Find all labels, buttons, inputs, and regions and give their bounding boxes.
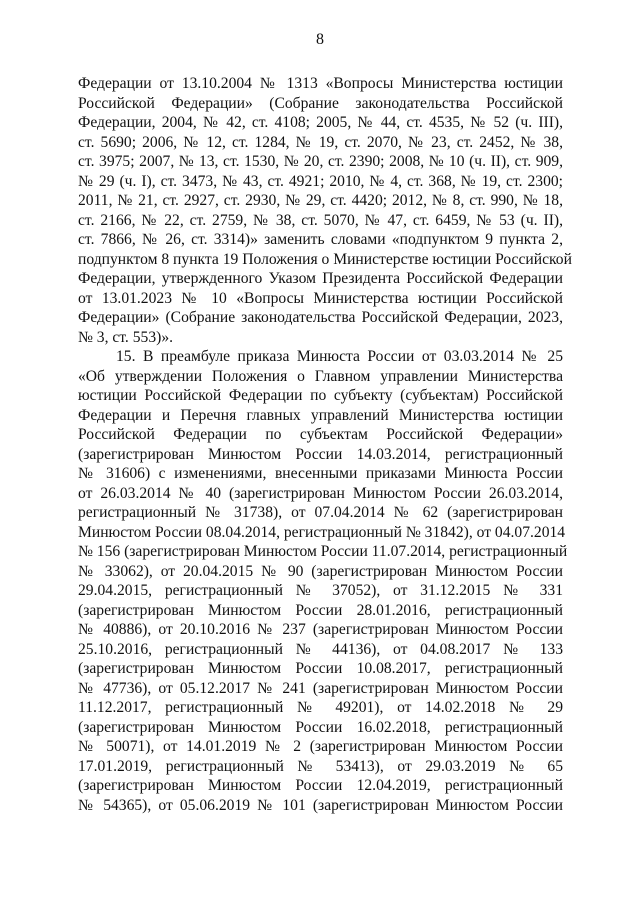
text-line: 15. В преамбуле приказа Минюста России от 03.03.2014 № 25 <box>116 348 563 366</box>
text-line: Минюстом России 08.04.2014, регистрационный № 31842), от 04.07.2014 <box>78 523 566 541</box>
text-line: ст. 7866, № 26, ст. 3314)» заменить словами «подпунктом 9 пункта 2, <box>78 231 563 248</box>
text-line: № 50071), от 14.01.2019 № 2 (зарегистрирован Минюстом России <box>78 738 563 756</box>
text-line: (зарегистрирован Минюстом России 16.02.2018, регистрационный <box>78 718 563 736</box>
text-line: № 156 (зарегистрирован Минюстом России 11.07.2014, регистрационный <box>78 543 568 561</box>
text-line: № 3, ст. 553)». <box>78 328 174 346</box>
text-line: ст. 5690; 2006, № 12, ст. 1284, № 19, ст. 2070, № 23, ст. 2452, № 38, <box>78 133 563 151</box>
text-line: 11.12.2017, регистрационный № 49201), от 14.02.2018 № 29 <box>78 699 563 717</box>
text-line: юстиции Российской Федерации по субъекту (субъектам) Российской <box>78 387 563 405</box>
text-line: (зарегистрирован Минюстом России 10.08.2017, регистрационный <box>78 660 563 678</box>
text-line: подпунктом 8 пункта 19 Положения о Министерстве юстиции Российской <box>78 250 572 268</box>
text-line: Федерации и Перечня главных управлений Министерства юстиции <box>78 406 563 424</box>
text-line: № 29 (ч. I), ст. 3473, № 43, ст. 4921; 2010, № 4, ст. 368, № 19, ст. 2300; <box>78 172 563 190</box>
paragraph-15 <box>78 347 568 815</box>
text-line: № 33062), от 20.04.2015 № 90 (зарегистрирован Минюстом России <box>78 562 563 580</box>
text-line: «Об утверждении Положения о Главном управлении Министерства <box>78 367 563 385</box>
text-line: 29.04.2015, регистрационный № 37052), от 31.12.2015 № 331 <box>78 582 563 600</box>
text-line: от 13.01.2023 № 10 «Вопросы Министерства юстиции Российской <box>78 289 563 307</box>
text-line: Федерации от 13.10.2004 № 1313 «Вопросы Министерства юстиции <box>78 75 563 92</box>
text-line: 17.01.2019, регистрационный № 53413), от 29.03.2019 № 65 <box>78 757 563 775</box>
text-line: (зарегистрирован Минюстом России 28.01.2016, регистрационный <box>78 601 563 619</box>
text-line: № 40886), от 20.10.2016 № 237 (зарегистрирован Минюстом России <box>78 621 563 639</box>
text-line: (зарегистрирован Минюстом России 14.03.2014, регистрационный <box>78 445 563 463</box>
text-line: Федерации, 2004, № 42, ст. 4108; 2005, № 44, ст. 4535, № 52 (ч. III), <box>78 114 563 131</box>
text-line: Федерации, утвержденного Указом Президента Российской Федерации <box>78 270 563 287</box>
paragraph-14-continuation <box>78 74 572 347</box>
text-line: № 54365), от 05.06.2019 № 101 (зарегистрирован Минюстом России <box>78 796 563 814</box>
text-line: ст. 2166, № 22, ст. 2759, № 38, ст. 5070, № 47, ст. 6459, № 53 (ч. II), <box>78 211 563 229</box>
text-line: ст. 3975; 2007, № 13, ст. 1530, № 20, ст. 2390; 2008, № 10 (ч. II), ст. 909, <box>78 153 563 170</box>
text-line: № 47736), от 05.12.2017 № 241 (зарегистрирован Минюстом России <box>78 679 563 697</box>
text-line: 2011, № 21, ст. 2927, ст. 2930, № 29, ст. 4420; 2012, № 8, ст. 990, № 18, <box>78 192 563 209</box>
text-line: № 31606) с изменениями, внесенными приказами Минюста России <box>78 465 563 483</box>
text-line: Российской Федерации» (Собрание законодательства Российской <box>78 94 563 112</box>
text-line: 25.10.2016, регистрационный № 44136), от 04.08.2017 № 133 <box>78 640 563 658</box>
text-line: Федерации» (Собрание законодательства Российской Федерации, 2023, <box>78 309 563 326</box>
text-line: (зарегистрирован Минюстом России 12.04.2019, регистрационный <box>78 777 563 795</box>
text-line: от 26.03.2014 № 40 (зарегистрирован Минюстом России 26.03.2014, <box>78 484 563 502</box>
document-body <box>78 74 572 815</box>
text-line: регистрационный № 31738), от 07.04.2014 № 62 (зарегистрирован <box>78 504 563 522</box>
text-line: Российской Федерации по субъектам Российской Федерации» <box>78 426 563 444</box>
page-number: 8 <box>316 31 324 48</box>
